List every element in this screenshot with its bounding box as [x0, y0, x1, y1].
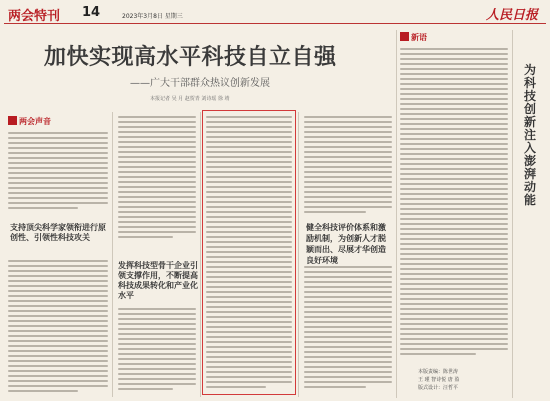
section-marker-icon: [8, 116, 17, 125]
credit-staff: 王 瑾 智诗悦 唐 盈: [418, 377, 460, 383]
credit-editor: 本版责编：陈世涛: [418, 369, 459, 375]
column-divider: [512, 30, 513, 398]
commentary-vertical-title: 为科技创新注入澎湃动能: [523, 63, 536, 207]
body-text-column: [8, 260, 108, 395]
section-name: 两会特刊: [8, 9, 61, 24]
page-number: 14: [82, 5, 101, 20]
section-label-right: 新语: [400, 32, 427, 43]
body-text-column: [304, 266, 392, 396]
subtitle-2: 发挥科技型骨干企业引领支撑作用，不断提高科技成果转化和产业化水平: [118, 260, 198, 300]
body-text-column: [304, 116, 392, 216]
column-divider: [396, 30, 397, 398]
column-divider: [112, 112, 113, 397]
commentary-text: [400, 48, 508, 362]
column-divider: [200, 112, 201, 397]
credit-layout: 版式设计：汪哲平: [418, 385, 459, 391]
masthead-logo: 人民日报: [485, 8, 538, 23]
section-label-left: 两会声音: [8, 116, 51, 127]
subtitle-3: 健全科技评价体系和激励机制，为创新人才脱颖而出、尽展才华创造良好环境: [306, 222, 386, 265]
page-banner: [4, 4, 546, 24]
section-marker-icon: [400, 32, 409, 41]
page-credits: [418, 368, 459, 392]
article-subhead: ——广大干部群众热议创新发展: [130, 78, 270, 89]
subtitle-1: 支持顶尖科学家领衔进行原创性、引领性科技攻关: [10, 222, 106, 242]
issue-date: 2023年3月8日 星期三: [122, 13, 183, 20]
article-headline: 加快实现高水平科技自立自强: [44, 44, 337, 70]
body-text-column: [118, 116, 196, 244]
body-text-column: [8, 132, 108, 212]
column-divider: [298, 112, 299, 397]
body-text-column: [118, 308, 196, 396]
article-byline: 本报记者 吴 月 赵贺青 刘诗瑶 徐 靖: [150, 96, 230, 102]
body-text-column: [206, 116, 292, 391]
